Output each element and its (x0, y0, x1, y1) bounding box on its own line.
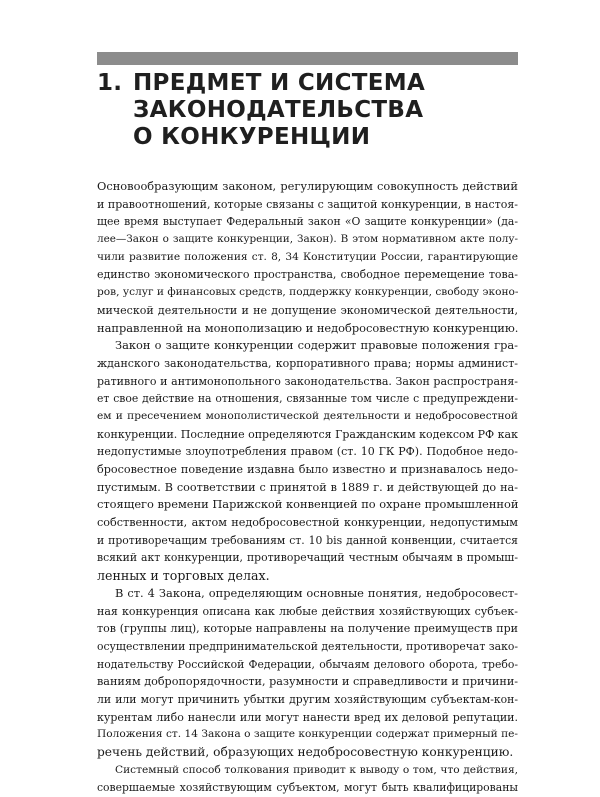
text-line: ваниям добропорядочности, разумности и справедливости и причини- (97, 675, 518, 689)
header-rule (97, 52, 518, 65)
text-line: нодательству Российской Федерации, обычаям делового оборота, требо- (97, 657, 518, 671)
text-line: ем и пресечением монополистической деятельности и недобросовестной (97, 409, 518, 422)
text-line: конкуренции. Последние определяются Гражданским кодексом РФ как (97, 427, 518, 441)
text-line: Положения ст. 14 Закона о защите конкуренции содержат примерный пе- (97, 728, 518, 741)
text-line: Системный способ толкования приводит к выводу о том, что действия, (115, 763, 518, 776)
text-line: осуществлении предпринимательской деятельности, противоречат зако- (97, 639, 518, 653)
text-line: ли или могут причинить убытки другим хозяйствующим субъектам-кон- (97, 692, 518, 706)
text-line: В ст. 4 Закона, определяющим основные понятия, недобросовест- (115, 585, 518, 600)
text-line: бросовестное поведение издавна было известно и признавалось недо- (97, 463, 518, 476)
text-line: щее время выступает Федеральный закон «О защите конкуренции» (да- (97, 215, 518, 229)
chapter-number: 1. (97, 70, 123, 96)
text-line: чили развитие положения ст. 8, 34 Конституции России, гарантирующие (97, 250, 518, 263)
text-line: лее—Закон о защите конкуренции, Закон). В этом нормативном акте полу- (97, 233, 518, 246)
text-line: совершаемые хозяйствующим субъектом, могут быть квалифицированы (97, 781, 518, 795)
text-line: речень действий, образующих недобросовестную конкуренцию. (97, 745, 514, 759)
text-line: Основообразующим законом, регулирующим совокупность действий (97, 179, 518, 193)
text-line: стоящего времени Парижской конвенцией по охране промышленной (97, 497, 518, 512)
text-line: собственности, актом недобросовестной конкуренции, недопустимым (97, 516, 518, 530)
chapter-title (133, 70, 518, 151)
text-line: всякий акт конкуренции, противоречащий честным обычаям в промыш- (97, 551, 518, 565)
paragraph (97, 337, 518, 585)
chapter-title-line: ПРЕДМЕТ И СИСТЕМА (133, 70, 426, 96)
text-line: ная конкуренция описана как любые действия хозяйствующих субъек- (97, 604, 518, 618)
text-line: ративного и антимонопольного законодательства. Закон распространя- (97, 374, 518, 388)
text-line: ленных и торговых делах. (97, 568, 270, 584)
text-line: и противоречащим требованиям ст. 10 bis данной конвенции, считается (97, 533, 518, 547)
paragraph (97, 178, 518, 337)
text-line: пустимым. В соответствии с принятой в 1889 г. и действующей до на- (97, 480, 518, 494)
chapter-title-line: О КОНКУРЕНЦИИ (133, 124, 371, 150)
text-line: ет свое действие на отношения, связанные том числе с предупреждени- (97, 392, 518, 406)
text-line: жданского законодательства, корпоративного права; нормы админист- (97, 356, 518, 370)
text-line: недопустимые злоупотребления правом (ст. 10 ГК РФ). Подобное недо- (97, 445, 518, 459)
text-line: и правоотношений, которые связаны с защитой конкуренции, в настоя- (97, 197, 518, 211)
text-line: Закон о защите конкуренции содержит правовые положения гра- (115, 338, 518, 353)
paragraph (97, 762, 518, 797)
text-line: единство экономического пространства, свободное перемещение това- (97, 268, 518, 282)
text-line: направленной на монополизацию и недобросовестную конкуренцию. (97, 320, 518, 335)
text-line: тов (группы лиц), которые направлены на получение преимуществ при (97, 622, 518, 636)
text-line: мической деятельности и не допущение экономической деятельности, (97, 303, 518, 317)
body-text (97, 178, 518, 797)
text-line: ров, услуг и финансовых средств, поддержку конкуренции, свободу эконо- (97, 286, 518, 299)
text-line: курентам либо нанесли или могут нанести вред их деловой репутации. (97, 710, 518, 724)
chapter-title-line: ЗАКОНОДАТЕЛЬСТВА (133, 97, 424, 123)
paragraph (97, 585, 518, 762)
